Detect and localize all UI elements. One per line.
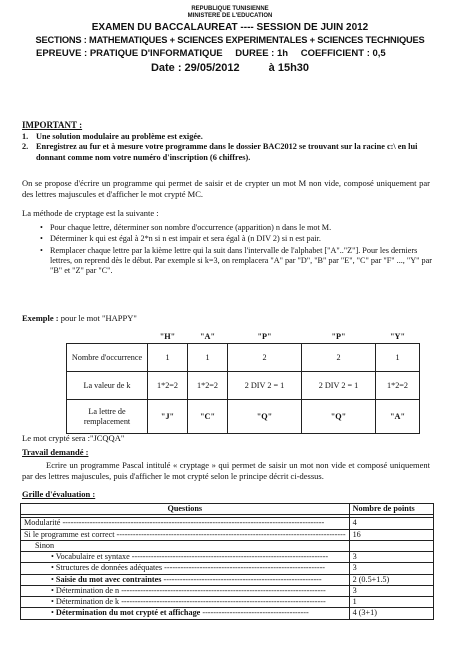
list-item: • Pour chaque lettre, déterminer son nombre d'occurrence (apparition) n dans le mot M. xyxy=(40,223,332,232)
row-label: La lettre de remplacement xyxy=(67,400,148,434)
col-points: Nombre de points xyxy=(349,504,433,515)
table-row: • Structures de données adéquates ----------------------------------------------------------- 3 xyxy=(21,563,434,574)
table-row xyxy=(21,504,434,515)
table-row: • Détermination de k --------------------------------------------------------------------------- 1 xyxy=(21,597,434,608)
method-bullets xyxy=(40,223,432,277)
letter-cell: "A" xyxy=(188,331,228,344)
grid-title: Grille d'évaluation : xyxy=(22,489,96,499)
letter-cell: "P" xyxy=(228,331,302,344)
important-list xyxy=(22,132,427,163)
header-exam: EXAMEN DU BACCALAUREAT ---- SESSION DE JUIN 2012 xyxy=(91,22,369,33)
intro-text: On se propose d'écrire un programme qui permet de saisir et de crypter un mot M non vide, composé uniquement par des lettres majuscules et d'afficher le mot crypté MC. xyxy=(22,178,430,199)
table-row xyxy=(67,331,420,344)
work-text: Ecrire un programme Pascal intitulé « cryptage » qui permet de saisir un mot non vide et composé uniquement par des lettres majuscules, puis d'afficher le mot crypté selon le principe décrit ci-dessus. xyxy=(22,460,430,481)
method-title: La méthode de cryptage est la suivante : xyxy=(22,208,159,218)
table-row: • Vocabulaire et syntaxe ------------------------------------------------------------------------ 3 xyxy=(21,552,434,563)
bullet-icon: • xyxy=(40,234,43,244)
letter-cell: "Y" xyxy=(376,331,420,344)
header-ministry: MINISTERE DE L'EDUCATION xyxy=(187,13,273,19)
important-item: 2. Enregistrez au fur et à mesure votre programme dans le dossier BAC2012 se trouvant sur la racine c:\ en lui donnant comme nom votre numéro d'inscription (6 chiffres). xyxy=(22,142,418,162)
table-row: La lettre de remplacement "J" "C" "Q" "Q" "A" xyxy=(67,400,420,434)
list-item: • Déterminer k qui est égal à 2*n si n est impair et sera égal à (n DIV 2) si n est pair. xyxy=(40,234,321,244)
header-time: à 15h30 xyxy=(268,62,310,74)
row-label: La valeur de k xyxy=(67,372,148,400)
row-label: Nombre d'occurrence xyxy=(67,344,148,372)
table-row: • Détermination de n --------------------------------------------------------------------------- 3 xyxy=(21,585,434,596)
result-text: Le mot crypté sera :"JCQQA" xyxy=(22,433,125,443)
letter-cell: "P" xyxy=(302,331,376,344)
table-row: Modularité ------------------------------------------------------------------------------------------------ 4 xyxy=(21,518,434,529)
header-country: REPUBLIQUE TUNISIENNE xyxy=(191,6,269,12)
evaluation-grid xyxy=(20,503,434,620)
table-row: • Saisie du mot avec contraintes ---------------------------------------------------------- 2 (0.5+1.5) xyxy=(21,574,434,585)
header-epreuve: EPREUVE : PRATIQUE D'INFORMATIQUE xyxy=(36,48,223,59)
col-questions: Questions xyxy=(21,504,350,515)
bullet-icon: • xyxy=(40,223,43,232)
table-row: Sinon xyxy=(21,540,434,551)
table-row: Nombre d'occurrence 1 1 2 2 1 xyxy=(67,344,420,372)
header-date: Date : 29/05/2012 xyxy=(150,62,240,74)
header-date-line xyxy=(20,62,440,76)
header-sections: SECTIONS : MATHEMATIQUES + SCIENCES EXPERIMENTALES + SCIENCES TECHNIQUES xyxy=(35,35,425,45)
important-title: IMPORTANT : xyxy=(22,120,83,130)
table-row: Si le programme est correct ------------------------------------------------------------------------------------ 16 xyxy=(21,529,434,540)
list-item: • Remplacer chaque lettre par la kième lettre qui la suit dans l'intervalle de l'alphabet ["A".."Z"]. Pour les derniers lettres, on reprend dès le début. Par exemple si k=3, on remplacera "A" par "D", "B" par "E", "C" par "F" ..., "Y" par "B" et "Z" par "C". xyxy=(40,245,432,275)
work-title: Travail demandé : xyxy=(22,447,89,457)
header-epreuve-line xyxy=(36,48,453,60)
table-row: • Détermination du mot crypté et affichage --------------------------------------- 4 (3+1) xyxy=(21,608,434,619)
header-duree: DUREE : 1h xyxy=(235,48,289,59)
letter-cell: "H" xyxy=(148,331,188,344)
header-coef: COEFFICIENT : 0,5 xyxy=(300,48,386,59)
important-item: 1. Une solution modulaire au problème est exigée. xyxy=(22,132,203,141)
example-table xyxy=(66,331,420,434)
table-row: La valeur de k 1*2=2 1*2=2 2 DIV 2 = 1 2 DIV 2 = 1 1*2=2 xyxy=(67,372,420,400)
example-title: Exemple : pour le mot "HAPPY" xyxy=(22,313,137,323)
bullet-icon: • xyxy=(40,245,43,255)
